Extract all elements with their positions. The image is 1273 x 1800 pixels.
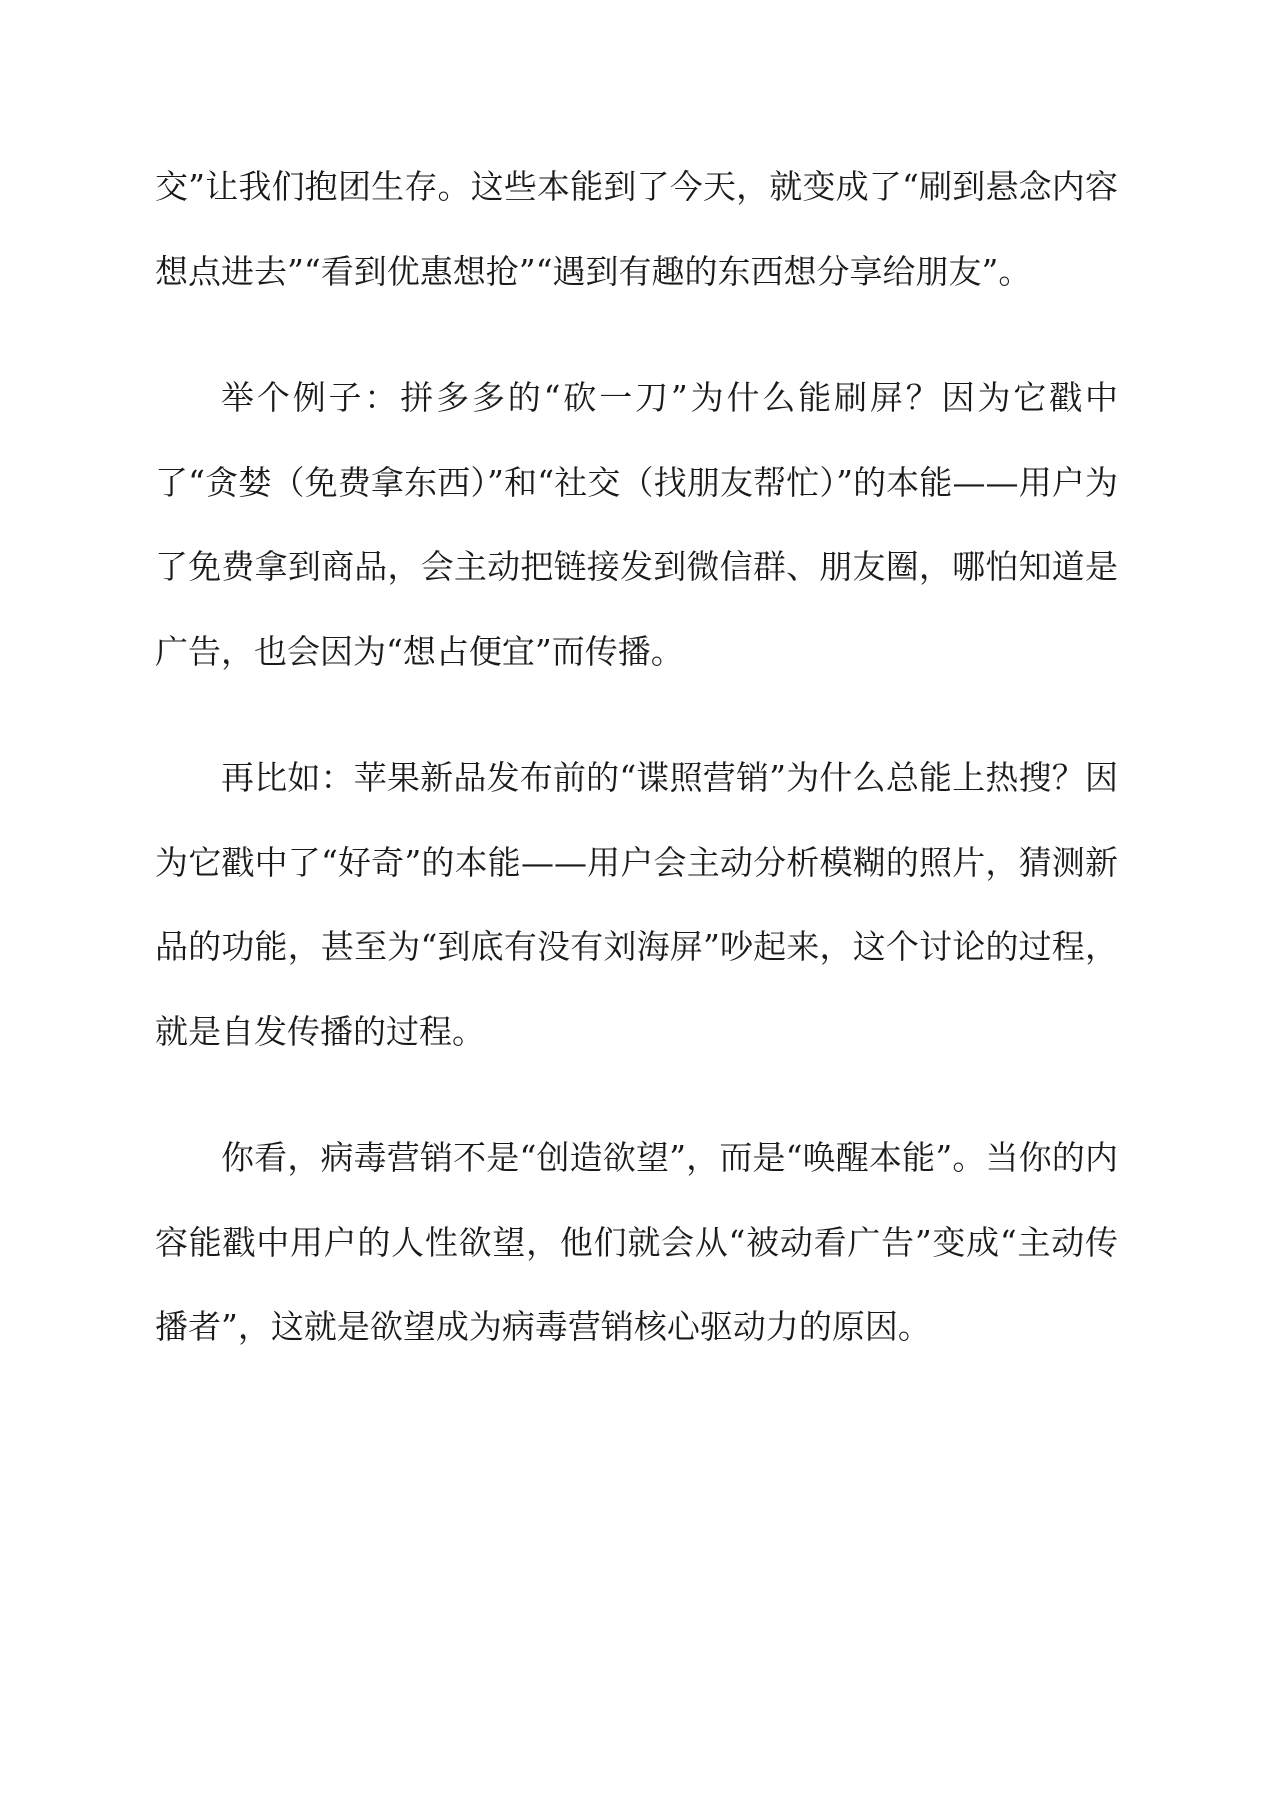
body-text (155, 145, 1118, 1370)
paragraph-pinduoduo-example: 举个例子：拼多多的“砍一刀”为什么能刷屏？因为它戳中了“贪婪（免费拿东西）”和“社交（找朋友帮忙）”的本能——用户为了免费拿到商品，会主动把链接发到微信群、朋友圈，哪怕知道是广告，也会因为“想占便宜”而传播。 (155, 378, 1118, 671)
paragraph-apple-example: 再比如：苹果新品发布前的“谍照营销”为什么总能上热搜？因为它戳中了“好奇”的本能——用户会主动分析模糊的照片，猜测新品的功能，甚至为“到底有没有刘海屏”吵起来，这个讨论的过程，就是自发传播的过程。 (155, 758, 1118, 1051)
paragraph-conclusion: 你看，病毒营销不是“创造欲望”，而是“唤醒本能”。当你的内容能戳中用户的人性欲望，他们就会从“被动看广告”变成“主动传播者”，这就是欲望成为病毒营销核心驱动力的原因。 (155, 1138, 1118, 1346)
paragraph-continuation: 交”让我们抱团生存。这些本能到了今天，就变成了“刷到悬念内容想点进去”“看到优惠想抢”“遇到有趣的东西想分享给朋友”。 (155, 167, 1118, 291)
